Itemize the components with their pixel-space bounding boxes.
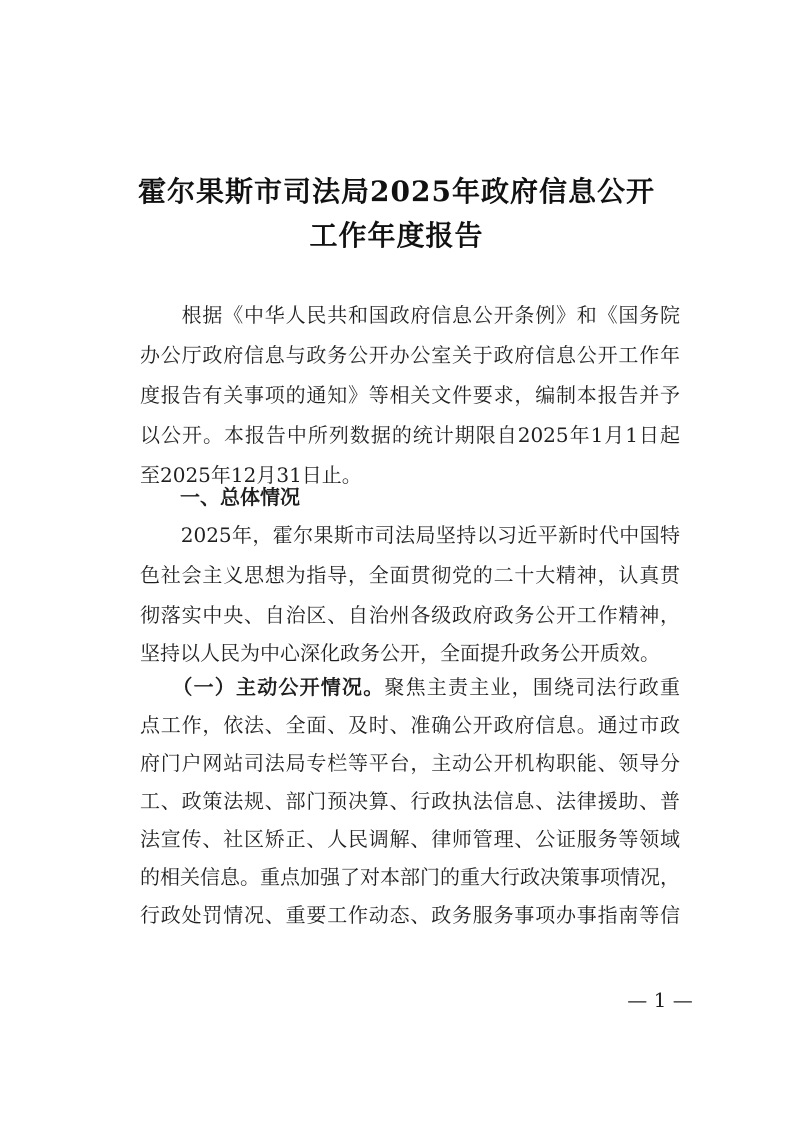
intro-line: 至2025年12月31日止。 <box>140 463 362 487</box>
page-number: — 1 — <box>627 988 693 1012</box>
document-title-line-2: 工作年度报告 <box>309 219 484 252</box>
intro-line: 度报告有关事项的通知》等相关文件要求，编制本报告并予 <box>140 383 680 407</box>
section1-line: 坚持以人民为中心深化政务公开，全面提升政务公开质效。 <box>140 641 660 665</box>
intro-line: 以公开。本报告中所列数据的统计期限自2025年1月1日起 <box>140 423 680 447</box>
subsection1-line: 的相关信息。重点加强了对本部门的重大行政决策事项情况， <box>140 865 680 889</box>
subsection1-line: 点工作，依法、全面、及时、准确公开政府信息。通过市政 <box>140 713 680 737</box>
document-title-line-1: 霍尔果斯市司法局2025年政府信息公开 <box>138 175 655 208</box>
subsection-label: （一）主动公开情况。 <box>140 675 385 699</box>
subsection1-line: 工、政策法规、部门预决算、行政执法信息、法律援助、普 <box>140 789 680 813</box>
section1-line: 彻落实中央、自治区、自治州各级政府政务公开工作精神， <box>140 603 680 627</box>
intro-line: 办公厅政府信息与政务公开办公室关于政府信息公开工作年 <box>140 343 680 367</box>
section1-line: 色社会主义思想为指导，全面贯彻党的二十大精神，认真贯 <box>140 563 680 587</box>
subsection1-line: 行政处罚情况、重要工作动态、政务服务事项办事指南等信 <box>140 903 680 927</box>
subsection1-line: 法宣传、社区矫正、人民调解、律师管理、公证服务等领域 <box>140 827 680 851</box>
subsection-first-line-rest: 聚焦主责主业，围绕司法行政重 <box>384 675 680 699</box>
intro-line: 根据《中华人民共和国政府信息公开条例》和《国务院 <box>140 303 680 327</box>
subsection1-line: 府门户网站司法局专栏等平台，主动公开机构职能、领导分 <box>140 751 680 775</box>
section-heading: 一、总体情况 <box>140 485 300 509</box>
subsection1-first-line <box>140 672 680 702</box>
section1-line: 2025年，霍尔果斯市司法局坚持以习近平新时代中国特 <box>140 523 680 547</box>
